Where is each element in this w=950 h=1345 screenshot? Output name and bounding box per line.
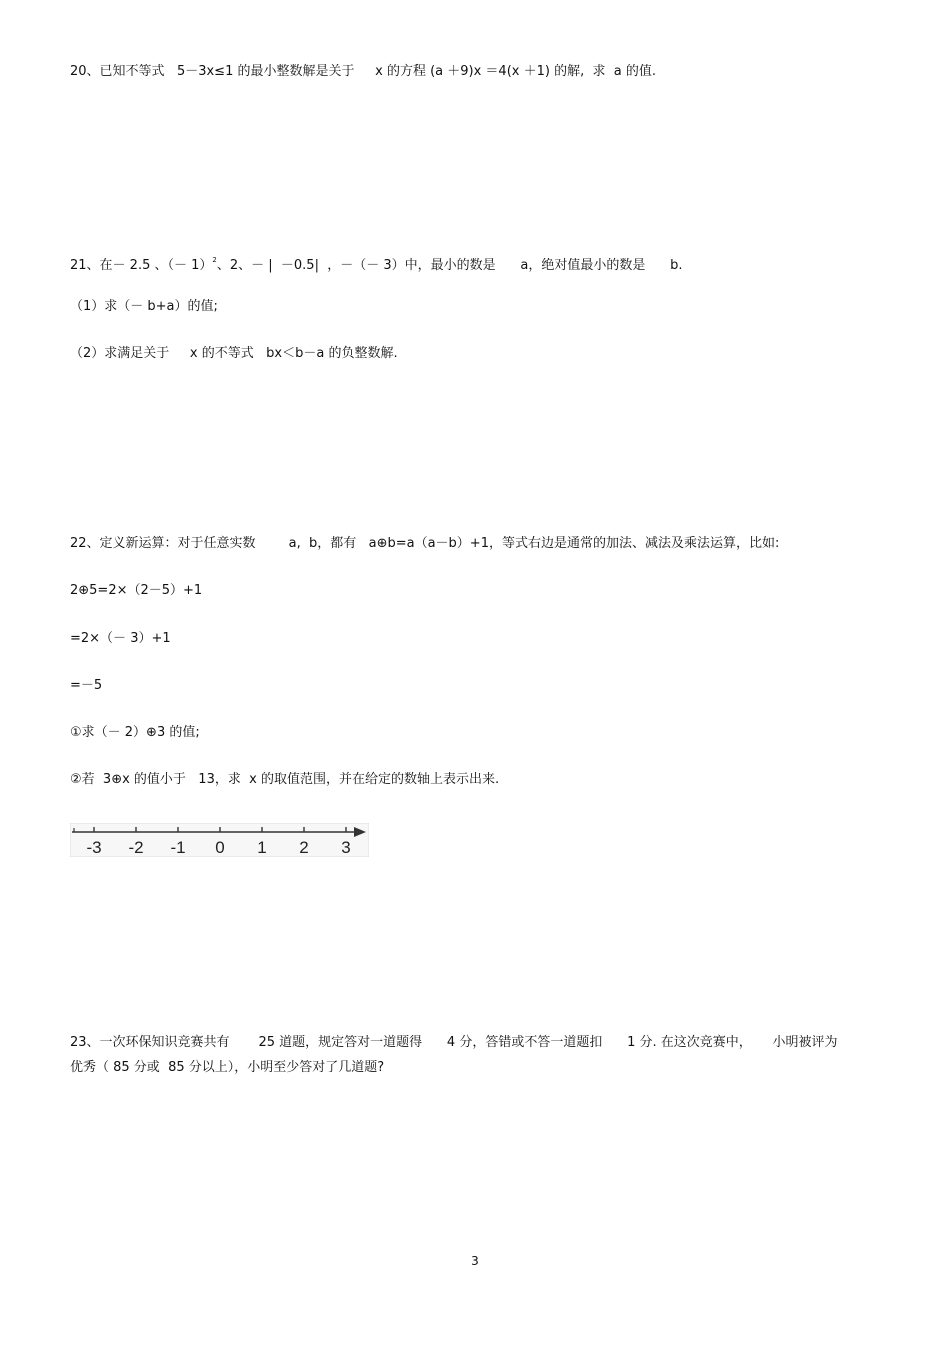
example-line-1: 2⊕5=2×（2－5）+1 (70, 583, 203, 598)
question-23-line-1: 23、一次环保知识竞赛共有 25 道题，规定答对一道题得 4 分，答错或不答一道题扣 1 分. 在这次竞赛中， 小明被评为 (70, 1035, 838, 1050)
number-line-tick-label: 1 (257, 838, 267, 857)
exponent: 2 (212, 256, 217, 264)
page-number: 3 (471, 1254, 479, 1268)
number-line-tick-label: 0 (215, 838, 225, 857)
question-20: 20、已知不等式 5－3x≤1 的最小整数解是关于 x 的方程 (a ＋9)x ＝4(x ＋1) 的解, 求 a 的值. (70, 64, 656, 79)
question-21-stem (70, 252, 683, 274)
question-22-part-1: ①求（－ 2）⊕3 的值; (70, 725, 200, 740)
question-22-stem: 22、定义新运算：对于任意实数 a, b，都有 a⊕b=a（a－b）+1，等式右边是通常的加法、减法及乘法运算，比如: (70, 536, 780, 551)
question-22-part-2: ②若 3⊕x 的值小于 13，求 x 的取值范围，并在给定的数轴上表示出来. (70, 772, 500, 787)
example-line-2: =2×（－ 3）+1 (70, 631, 171, 646)
question-21-stem-start: 21、在－ 2.5 、（－ 1） (70, 258, 213, 273)
number-line-tick-label: -1 (170, 838, 186, 857)
question-21-part-2: （2）求满足关于 x 的不等式 bx＜b－a 的负整数解. (70, 346, 398, 361)
question-23-line-2: 优秀（ 85 分或 85 分以上），小明至少答对了几道题? (70, 1060, 385, 1075)
number-line-tick-label: -3 (86, 838, 102, 857)
number-line-tick-label: 3 (341, 838, 351, 857)
question-21-stem-end: 、2、－ | －0.5| ，－（－ 3）中，最小的数是 a，绝对值最小的数是 b. (216, 258, 683, 273)
number-line-tick-label: -2 (128, 838, 144, 857)
number-line-tick-label: 2 (299, 838, 309, 857)
example-line-3: =－5 (70, 678, 103, 693)
question-21-part-1: （1）求（－ b+a）的值; (70, 299, 218, 314)
number-line (70, 823, 369, 857)
